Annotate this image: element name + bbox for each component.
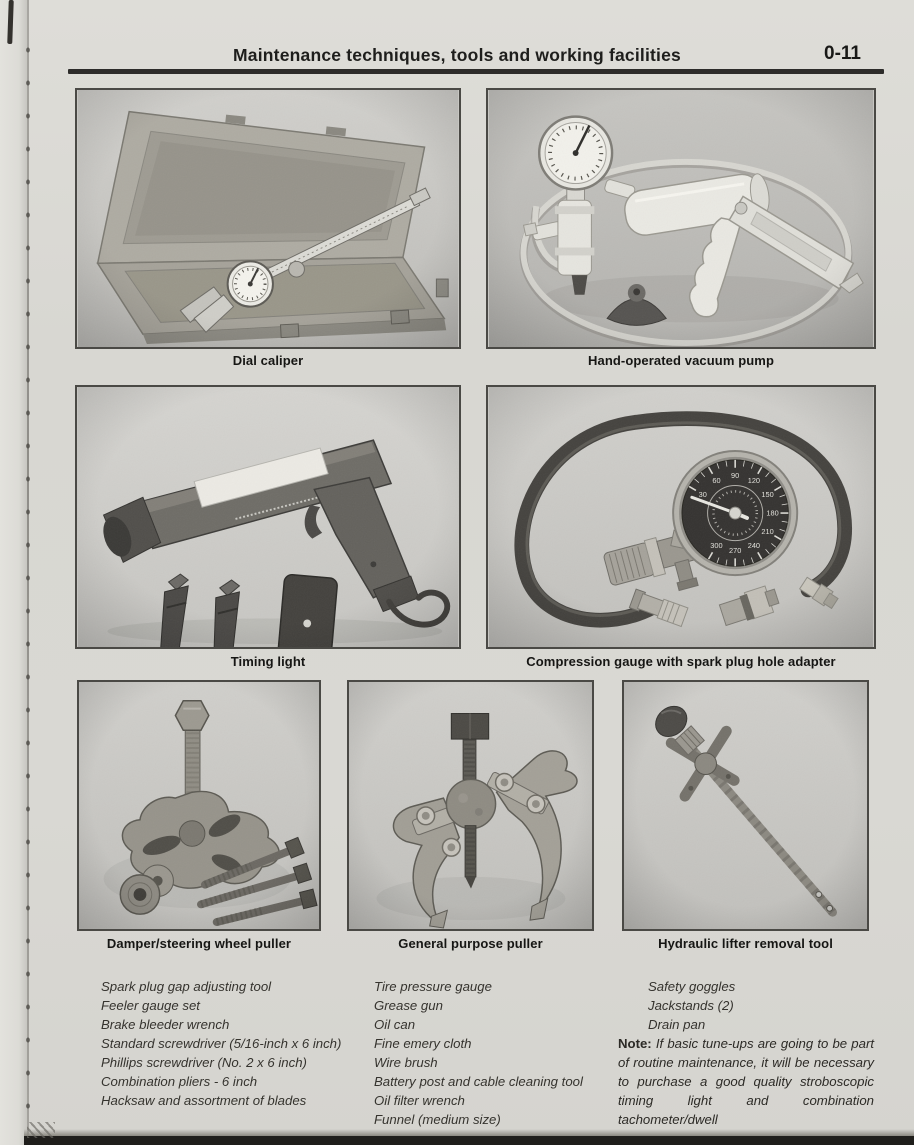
tool-list-item: Tire pressure gauge — [374, 979, 492, 994]
tool-list-item: Oil can — [374, 1017, 416, 1032]
note-paragraph — [618, 1034, 874, 1129]
note-text: If basic tune-ups are going to be part of routine maintenance, it will be necessary to purchase a good quality stroboscopic timing light and combination tachometer/dwell — [618, 1036, 874, 1127]
caption-vacuum-pump: Hand-operated vacuum pump — [588, 353, 774, 368]
figure-lifter-tool — [622, 680, 869, 931]
figure-dial-caliper — [75, 88, 461, 349]
caption-compression-gauge: Compression gauge with spark plug hole adapter — [526, 654, 836, 669]
tool-list-item: Safety goggles — [648, 979, 736, 994]
tool-list-item: Combination pliers - 6 inch — [101, 1074, 258, 1089]
vacuum-pump-photo — [488, 90, 874, 347]
general-puller-photo — [349, 682, 592, 929]
page-bottom-shadow — [24, 1136, 914, 1145]
tool-list-item: Battery post and cable cleaning tool — [374, 1074, 583, 1089]
caption-timing-light: Timing light — [230, 654, 306, 669]
caption-dial-caliper: Dial caliper — [232, 353, 304, 368]
stitch-marks — [22, 36, 34, 1121]
tool-list-item: Fine emery cloth — [374, 1036, 472, 1051]
tool-list-item: Wire brush — [374, 1055, 438, 1070]
tool-list-item: Standard screwdriver (5/16-inch x 6 inch) — [101, 1036, 342, 1051]
tool-list-item: Hacksaw and assortment of blades — [101, 1093, 307, 1108]
tool-list-item: Feeler gauge set — [101, 998, 200, 1013]
tool-list-column-1 — [101, 977, 363, 1110]
figure-timing-light — [75, 385, 461, 649]
page-bottom-fade — [24, 1129, 914, 1136]
tool-list-item: Drain pan — [648, 1017, 706, 1032]
tool-list-column-3 — [648, 977, 868, 1034]
tool-list-item: Spark plug gap adjusting tool — [101, 979, 272, 994]
tool-list-item: Oil filter wrench — [374, 1093, 465, 1108]
page-title: Maintenance techniques, tools and working facilities — [233, 45, 681, 65]
figure-general-puller — [347, 680, 594, 931]
tool-list-item: Brake bleeder wrench — [101, 1017, 230, 1032]
tool-list-item: Grease gun — [374, 998, 443, 1013]
caption-damper-puller: Damper/steering wheel puller — [106, 936, 292, 951]
timing-light-photo — [77, 387, 459, 647]
caption-general-puller: General purpose puller — [398, 936, 543, 951]
page-number: 0-11 — [824, 43, 861, 64]
figure-damper-puller — [77, 680, 321, 931]
note-label: Note: — [618, 1036, 652, 1051]
tool-list-item: Jackstands (2) — [648, 998, 734, 1013]
dial-caliper-photo — [77, 90, 459, 347]
caption-lifter-tool: Hydraulic lifter removal tool — [658, 936, 833, 951]
compression-gauge-photo — [488, 387, 874, 647]
figure-vacuum-pump — [486, 88, 876, 349]
damper-puller-photo — [79, 682, 319, 929]
figure-compression-gauge — [486, 385, 876, 649]
lifter-tool-photo — [624, 682, 867, 929]
tool-list-column-2 — [374, 977, 642, 1129]
page-bottom-scuff — [27, 1122, 55, 1138]
tool-list-item: Funnel (medium size) — [374, 1112, 501, 1127]
header-rule — [68, 69, 884, 74]
tool-list-item: Phillips screwdriver (No. 2 x 6 inch) — [101, 1055, 307, 1070]
